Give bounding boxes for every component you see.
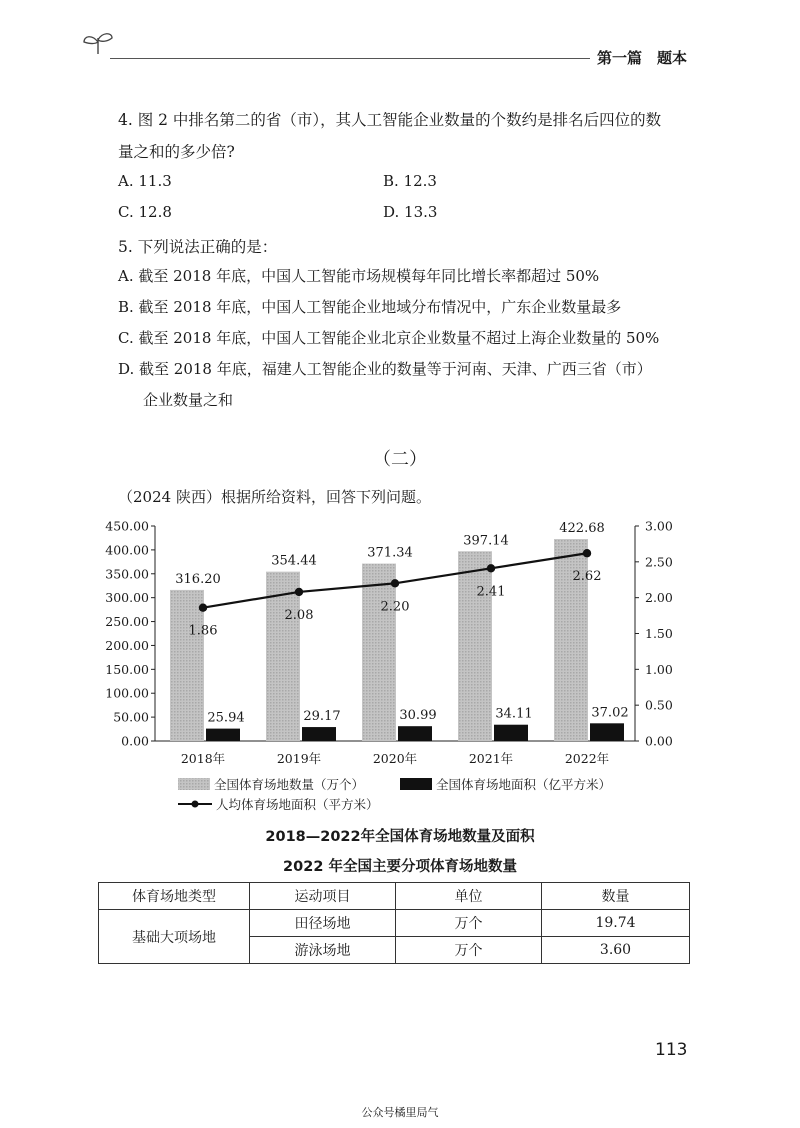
count-bar <box>170 590 204 741</box>
q5-option-c: C. 截至 2018 年底，中国人工智能企业北京企业数量不超过上海企业数量的 50% <box>118 329 660 347</box>
q4-stem-line1: 4. 图 2 中排名第二的省（市），其人工智能企业数量的个数约是排名后四位的数 <box>118 111 662 129</box>
per-capita-point-label: 2.20 <box>380 599 410 615</box>
left-axis-tick-label: 400.00 <box>105 542 149 558</box>
part-intro: （2024 陕西）根据所给资料，回答下列问题。 <box>118 488 431 506</box>
left-axis-tick-label: 300.00 <box>105 590 149 606</box>
right-axis-tick-label: 3.00 <box>645 518 673 534</box>
count-bar-label: 354.44 <box>271 553 317 569</box>
chart-title: 2018—2022年全国体育场地数量及面积 <box>265 829 535 845</box>
left-axis-tick-label: 200.00 <box>105 637 149 653</box>
per-capita-point <box>391 579 399 587</box>
table-cell: 3.60 <box>542 937 690 964</box>
area-bar <box>302 727 336 741</box>
right-axis-tick-label: 1.50 <box>645 626 673 641</box>
table-title: 2022 年全国主要分项体育场地数量 <box>283 859 517 875</box>
area-bar-label: 25.94 <box>207 710 245 726</box>
q4-stem-line2: 量之和的多少倍? <box>118 143 235 161</box>
count-bar <box>458 551 492 741</box>
table-header-cell: 单位 <box>396 883 542 910</box>
area-bar-label: 30.99 <box>399 708 437 724</box>
left-axis-tick-label: 150.00 <box>105 661 149 677</box>
table-header-cell: 体育场地类型 <box>99 883 250 910</box>
per-capita-point <box>199 604 207 612</box>
table-header-cell: 运动项目 <box>250 883 396 910</box>
area-bar <box>590 723 624 741</box>
per-capita-point <box>295 588 303 596</box>
left-axis-tick-label: 250.00 <box>105 614 149 630</box>
q4-option-d: D. 13.3 <box>383 203 438 221</box>
right-axis-tick-label: 0.50 <box>645 697 673 713</box>
header-rule <box>110 58 590 59</box>
x-axis-tick-label: 2020年 <box>372 751 418 766</box>
legend-area-label: 全国体育场地面积（亿平方米） <box>436 777 612 792</box>
legend-count-label: 全国体育场地数量（万个） <box>214 777 365 792</box>
footer-text: 公众号橘里局气 <box>361 1106 439 1119</box>
table-cell: 万个 <box>396 937 542 964</box>
q4-option-b: B. 12.3 <box>383 172 437 190</box>
legend-line-label: 人均体育场地面积（平方米） <box>216 797 379 812</box>
page-header <box>0 0 800 70</box>
area-bar-label: 34.11 <box>495 706 533 722</box>
q4-option-a: A. 11.3 <box>118 172 172 190</box>
x-axis-tick-label: 2018年 <box>180 751 226 766</box>
count-bar-label: 397.14 <box>463 533 509 549</box>
table-header-row <box>99 883 690 910</box>
part-heading: （二） <box>373 449 427 470</box>
count-bar-label: 371.34 <box>367 545 413 561</box>
section-title: 第一篇 题本 <box>597 49 688 67</box>
x-axis-tick-label: 2022年 <box>564 751 610 766</box>
x-axis-tick-label: 2021年 <box>468 751 514 766</box>
table-cell: 田径场地 <box>250 910 396 937</box>
per-capita-point <box>487 564 495 572</box>
legend-count-swatch <box>178 778 210 790</box>
q5-stem: 5. 下列说法正确的是： <box>118 238 278 256</box>
q5-option-b: B. 截至 2018 年底，中国人工智能企业地域分布情况中，广东企业数量最多 <box>118 298 622 316</box>
area-bar <box>494 725 528 741</box>
q4-option-c: C. 12.8 <box>118 203 172 221</box>
page-number: 113 <box>655 1040 688 1060</box>
per-capita-point-label: 2.41 <box>476 584 506 600</box>
area-bar <box>398 726 432 741</box>
legend-area-swatch <box>400 778 432 790</box>
per-capita-point <box>583 549 591 557</box>
table-cell: 游泳场地 <box>250 937 396 964</box>
q5-option-d: D. 截至 2018 年底，福建人工智能企业的数量等于河南、天津、广西三省（市） <box>118 360 652 378</box>
left-axis-tick-label: 100.00 <box>105 685 149 701</box>
per-capita-point-label: 2.08 <box>284 607 314 623</box>
per-capita-point-label: 2.62 <box>572 569 602 585</box>
x-axis-tick-label: 2019年 <box>276 751 322 766</box>
legend-line-marker <box>192 801 199 808</box>
area-bar <box>206 729 240 741</box>
left-axis-tick-label: 0.00 <box>121 733 149 749</box>
sprout-icon <box>80 30 116 56</box>
count-bar-label: 316.20 <box>175 571 221 587</box>
stadium-table <box>98 882 690 964</box>
area-bar-label: 37.02 <box>591 705 629 721</box>
q5-option-d-continued: 企业数量之和 <box>143 391 234 409</box>
table-header-cell: 数量 <box>542 883 690 910</box>
right-axis-tick-label: 1.00 <box>645 661 673 677</box>
left-axis-tick-label: 350.00 <box>105 566 149 582</box>
table-row <box>99 910 690 937</box>
table-cell: 19.74 <box>542 910 690 937</box>
left-axis-tick-label: 50.00 <box>113 709 149 725</box>
count-bar-label: 422.68 <box>559 521 605 537</box>
stadium-chart <box>0 510 800 820</box>
count-bar <box>362 564 396 741</box>
q5-option-a: A. 截至 2018 年底，中国人工智能市场规模每年同比增长率都超过 50% <box>118 267 600 285</box>
area-bar-label: 29.17 <box>303 709 341 725</box>
table-group-cell: 基础大项场地 <box>99 910 250 964</box>
right-axis-tick-label: 2.50 <box>645 554 673 570</box>
right-axis-tick-label: 0.00 <box>645 733 673 749</box>
table-cell: 万个 <box>396 910 542 937</box>
right-axis-tick-label: 2.00 <box>645 590 673 606</box>
per-capita-point-label: 1.86 <box>188 623 218 639</box>
left-axis-tick-label: 450.00 <box>105 518 149 534</box>
